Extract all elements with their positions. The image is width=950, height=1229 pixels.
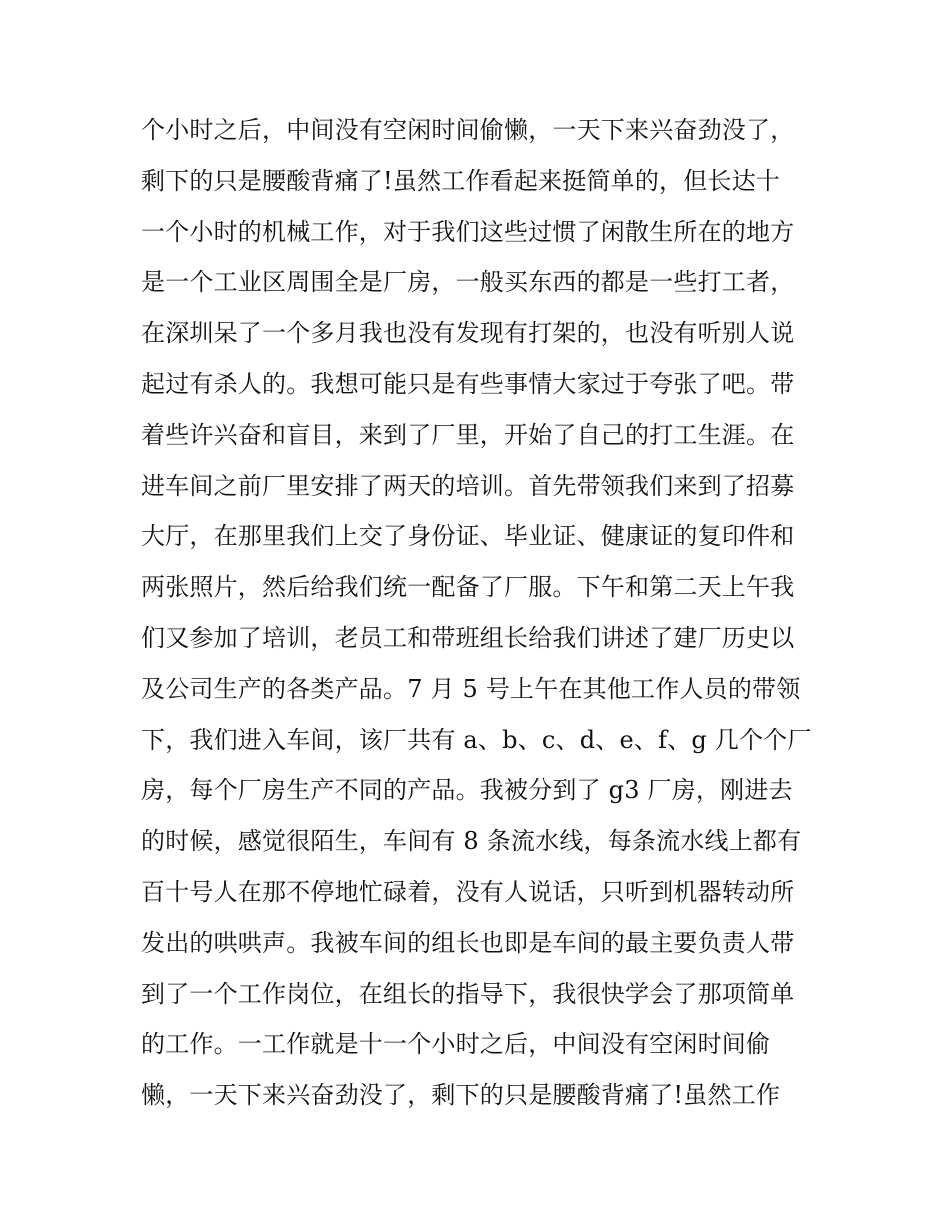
text-line-17: 发出的哄哄声。我被车间的组长也即是车间的最主要负责人带 xyxy=(141,928,795,957)
text-line-14: 房，每个厂房生产不同的产品。我被分到了 g3 厂房，刚进去 xyxy=(141,776,793,805)
text-line-8: 进车间之前厂里安排了两天的培训。首先带领我们来到了招募 xyxy=(141,471,795,500)
text-line-2: 剩下的只是腰酸背痛了!虽然工作看起来挺简单的，但长达十 xyxy=(141,166,781,195)
text-line-7: 着些许兴奋和盲目，来到了厂里，开始了自己的打工生涯。在 xyxy=(141,420,795,449)
text-line-3: 一个小时的机械工作，对于我们这些过惯了闲散生所在的地方 xyxy=(141,217,795,246)
text-line-6: 起过有杀人的。我想可能只是有些事情大家过于夸张了吧。带 xyxy=(141,369,795,398)
text-line-15: 的时候，感觉很陌生，车间有 8 条流水线，每条流水线上都有 xyxy=(141,827,802,856)
text-line-1: 个小时之后，中间没有空闲时间偷懒，一天下来兴奋劲没了， xyxy=(141,116,795,144)
text-line-9: 大厅，在那里我们上交了身份证、毕业证、健康证的复印件和 xyxy=(141,522,795,551)
text-line-13: 下，我们进入车间，该厂共有 a、b、c、d、e、f、g 几个个厂 xyxy=(141,725,812,754)
body-text xyxy=(141,105,841,1121)
text-line-5: 在深圳呆了一个多月我也没有发现有打架的，也没有听别人说 xyxy=(141,319,795,348)
text-line-10: 两张照片，然后给我们统一配备了厂服。下午和第二天上午我 xyxy=(141,573,795,602)
text-line-11: 们又参加了培训，老员工和带班组长给我们讲述了建厂历史以 xyxy=(141,623,795,652)
text-line-20: 懒，一天下来兴奋劲没了，剩下的只是腰酸背痛了!虽然工作 xyxy=(141,1081,781,1110)
text-line-18: 到了一个工作岗位，在组长的指导下，我很快学会了那项简单 xyxy=(141,979,795,1008)
text-line-4: 是一个工业区周围全是厂房，一般买东西的都是一些打工者， xyxy=(141,268,795,297)
text-line-16: 百十号人在那不停地忙碌着，没有人说话，只听到机器转动所 xyxy=(141,877,795,906)
text-line-19: 的工作。一工作就是十一个小时之后，中间没有空闲时间偷 xyxy=(141,1030,771,1059)
text-line-12: 及公司生产的各类产品。7 月 5 号上午在其他工作人员的带领 xyxy=(141,674,801,703)
